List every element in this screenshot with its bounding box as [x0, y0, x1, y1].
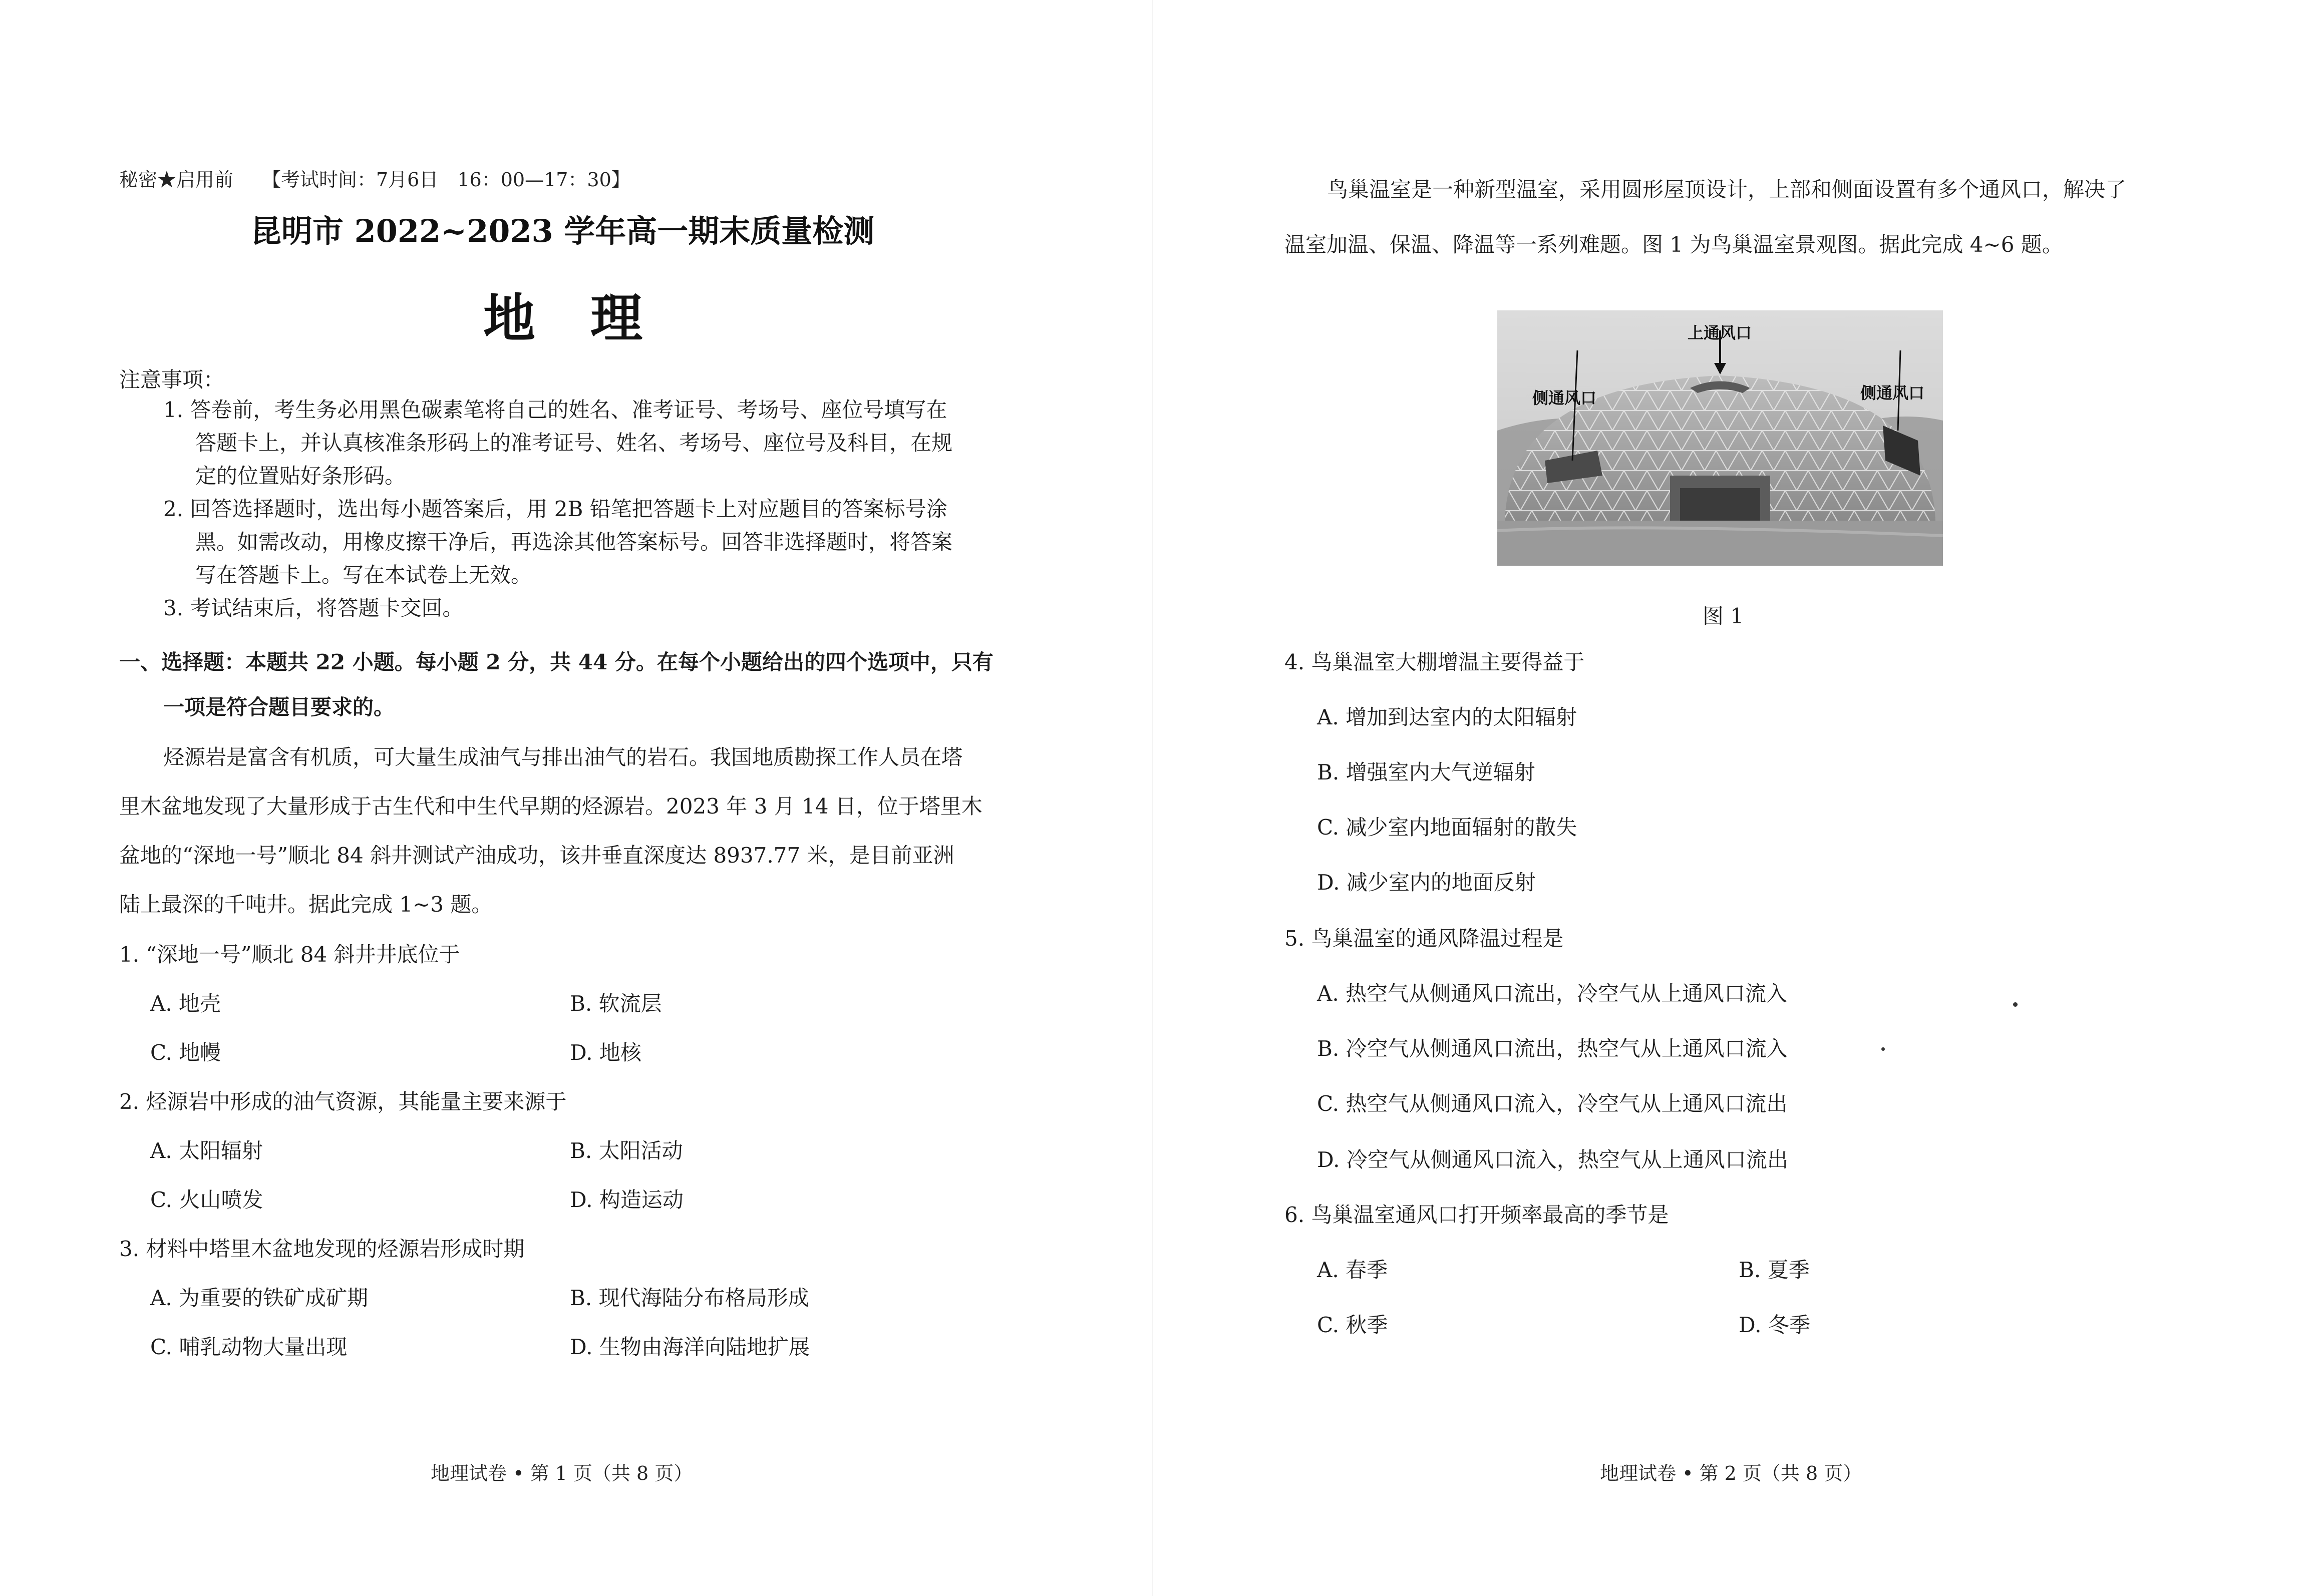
option-b: B. 软流层: [570, 991, 662, 1016]
question-stem: 2. 烃源岩中形成的油气资源，其能量主要来源于: [119, 1089, 567, 1114]
option-c: C. 哺乳动物大量出现: [150, 1335, 348, 1359]
section-heading: 一、选择题：本题共 22 小题。每小题 2 分，共 44 分。在每个小题给出的四个选项中，只有: [119, 650, 994, 674]
option-d: D. 冷空气从侧通风口流入，热空气从上通风口流出: [1317, 1147, 1788, 1172]
passage-line: 烃源岩是富含有机质，可大量生成油气与排出油气的岩石。我国地质勘探工作人员在塔: [163, 745, 963, 769]
notice-line: 3. 考试结束后，将答题卡交回。: [163, 596, 464, 620]
notice-line: 写在答题卡上。写在本试卷上无效。: [195, 563, 532, 587]
label-side-vent-left: 侧通风口: [1532, 388, 1597, 408]
option-c: C. 火山喷发: [150, 1187, 263, 1212]
notice-line: 答题卡上，并认真核准条形码上的准考证号、姓名、考场号、座位号及科目，在规: [195, 431, 953, 455]
option-a: A. 热空气从侧通风口流出，冷空气从上通风口流入: [1317, 981, 1788, 1006]
notice-line: 2. 回答选择题时，选出每小题答案后，用 2B 铅笔把答题卡上对应题目的答案标号涂: [163, 497, 947, 521]
scan-speck: [2013, 1002, 2018, 1007]
option-c: C. 秋季: [1317, 1313, 1388, 1337]
exam-title: 昆明市 2022~2023 学年高一期末质量检测: [250, 213, 875, 249]
passage-line: 鸟巢温室是一种新型温室，采用圆形屋顶设计，上部和侧面设置有多个通风口，解决了: [1327, 177, 2127, 202]
passage-line: 陆上最深的千吨井。据此完成 1~3 题。: [119, 892, 493, 917]
page-footer: 地理试卷 • 第 2 页（共 8 页）: [1600, 1462, 1862, 1484]
question-stem: 3. 材料中塔里木盆地发现的烃源岩形成时期: [119, 1237, 525, 1261]
passage-line: 盆地的“深地一号”顺北 84 斜井测试产油成功，该井垂直深度达 8937.77 米，是目前亚洲: [119, 843, 954, 868]
label-top-vent: 上通风口: [1688, 323, 1752, 342]
option-b: B. 太阳活动: [570, 1138, 683, 1163]
figure-caption: 图 1: [1703, 604, 1744, 628]
option-d: D. 地核: [570, 1040, 641, 1065]
option-d: D. 生物由海洋向陆地扩展: [570, 1335, 810, 1359]
subject-title: 地理: [483, 287, 698, 349]
option-a: A. 为重要的铁矿成矿期: [150, 1286, 369, 1310]
option-c: C. 减少室内地面辐射的散失: [1317, 815, 1577, 840]
option-b: B. 夏季: [1739, 1258, 1810, 1282]
option-a: A. 太阳辐射: [150, 1138, 263, 1163]
page-footer: 地理试卷 • 第 1 页（共 8 页）: [431, 1462, 693, 1484]
option-d: D. 冬季: [1739, 1313, 1810, 1337]
option-b: B. 增强室内大气逆辐射: [1317, 760, 1535, 784]
dome-illustration: [1497, 310, 1943, 566]
section-heading: 一项是符合题目要求的。: [163, 695, 395, 719]
question-stem: 5. 鸟巢温室的通风降温过程是: [1284, 926, 1564, 951]
notice-line: 定的位置贴好条形码。: [195, 464, 406, 488]
option-c: C. 热空气从侧通风口流入，冷空气从上通风口流出: [1317, 1091, 1788, 1116]
option-a: A. 春季: [1317, 1258, 1388, 1282]
notice-heading: 注意事项：: [119, 367, 225, 392]
option-b: B. 现代海陆分布格局形成: [570, 1286, 809, 1310]
option-a: A. 增加到达室内的太阳辐射: [1317, 705, 1577, 729]
greenhouse-dome-photo: [1497, 310, 1943, 566]
option-a: A. 地壳: [150, 991, 221, 1016]
question-stem: 1. “深地一号”顺北 84 斜井井底位于: [119, 942, 460, 967]
passage-line: 温室加温、保温、降温等一系列难题。图 1 为鸟巢温室景观图。据此完成 4~6 题。: [1284, 232, 2063, 257]
notice-line: 黑。如需改动，用橡皮擦干净后，再选涂其他答案标号。回答非选择题时，将答案: [195, 530, 953, 554]
option-d: D. 减少室内的地面反射: [1317, 870, 1536, 895]
scan-speck: [1881, 1047, 1885, 1051]
option-d: D. 构造运动: [570, 1187, 684, 1212]
notice-line: 1. 答卷前，考生务必用黑色碳素笔将自己的姓名、准考证号、考场号、座位号填写在: [163, 397, 947, 422]
option-c: C. 地幔: [150, 1040, 221, 1065]
confidential-exam-time: 秘密★启用前 【考试时间：7月6日 16：00—17：30】: [119, 169, 630, 191]
option-b: B. 冷空气从侧通风口流出，热空气从上通风口流入: [1317, 1036, 1788, 1061]
passage-line: 里木盆地发现了大量形成于古生代和中生代早期的烃源岩。2023 年 3 月 14 日，位于塔里木: [119, 794, 982, 819]
label-side-vent-right: 侧通风口: [1860, 383, 1925, 403]
question-stem: 4. 鸟巢温室大棚增温主要得益于: [1284, 650, 1585, 674]
question-stem: 6. 鸟巢温室通风口打开频率最高的季节是: [1284, 1203, 1669, 1227]
